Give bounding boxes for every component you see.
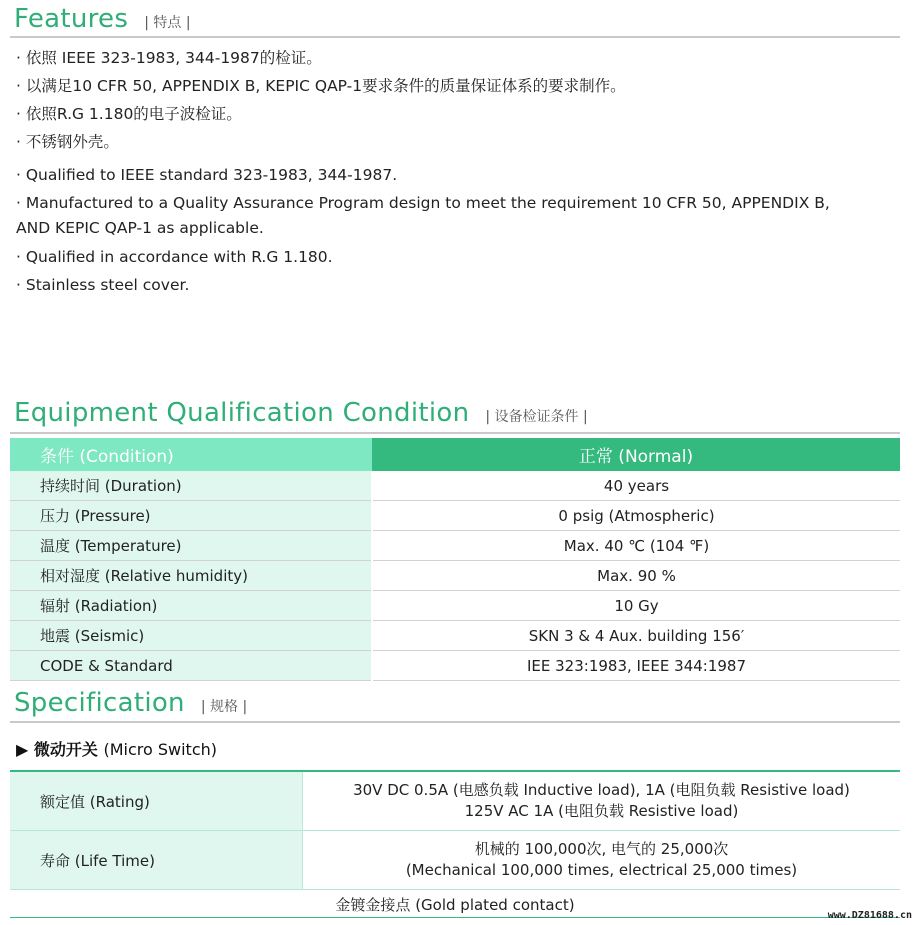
condition-label: 辐射 (Radiation) — [10, 591, 372, 621]
equipment-divider — [10, 432, 900, 434]
table-row — [10, 831, 900, 890]
table-row — [10, 651, 900, 681]
condition-label: CODE & Standard — [10, 651, 372, 681]
table-row — [10, 591, 900, 621]
specification-subtitle: | 规格 | — [200, 699, 248, 715]
table-row — [10, 471, 900, 501]
micro-switch-heading — [16, 737, 217, 760]
spec-value-line: 30V DC 0.5A (电感负载 Inductive load), 1A (电阻负载 Resistive load) — [353, 781, 850, 799]
micro-switch-heading-en: (Micro Switch) — [103, 740, 217, 759]
specification-title: Specification — [14, 688, 185, 718]
condition-value: 40 years — [372, 471, 900, 501]
list-item: · Stainless steel cover. — [16, 276, 190, 294]
condition-label: 持续时间 (Duration) — [10, 471, 372, 501]
table-header-row — [10, 438, 900, 471]
list-item: · 依照R.G 1.180的电子波检证。 — [16, 105, 242, 123]
header-condition: 条件 (Condition) — [10, 438, 372, 471]
spec-value — [303, 771, 901, 831]
watermark: www.DZ81688.cn — [827, 910, 912, 921]
spec-value-line: 机械的 100,000次, 电气的 25,000次 — [474, 840, 729, 858]
features-divider — [10, 36, 900, 38]
table-row — [10, 771, 900, 831]
condition-label: 地震 (Seismic) — [10, 621, 372, 651]
list-item: · Qualified in accordance with R.G 1.180. — [16, 248, 333, 266]
features-title: Features — [14, 4, 129, 34]
list-item: · Manufactured to a Quality Assurance Program design to meet the requirement 10 CFR 50, APPENDIX B, AND KEPIC QAP-1 as applicable. — [16, 194, 830, 237]
condition-label: 相对湿度 (Relative humidity) — [10, 561, 372, 591]
condition-value: 10 Gy — [372, 591, 900, 621]
condition-value: 0 psig (Atmospheric) — [372, 501, 900, 531]
spec-value-line: 125V AC 1A (电阻负载 Resistive load) — [464, 802, 739, 820]
equipment-title: Equipment Qualification Condition — [14, 398, 470, 428]
condition-label: 温度 (Temperature) — [10, 531, 372, 561]
features-list-en — [16, 161, 846, 299]
features-heading — [14, 4, 191, 34]
condition-value: IEE 323:1983, IEEE 344:1987 — [372, 651, 900, 681]
list-item: · 依照 IEEE 323-1983, 344-1987的检证。 — [16, 49, 322, 67]
equipment-heading — [14, 398, 588, 428]
condition-label: 压力 (Pressure) — [10, 501, 372, 531]
table-row — [10, 561, 900, 591]
condition-value: Max. 90 % — [372, 561, 900, 591]
specification-table — [10, 770, 900, 890]
condition-value: Max. 40 ℃ (104 ℉) — [372, 531, 900, 561]
spec-label: 额定值 (Rating) — [10, 771, 303, 831]
condition-value: SKN 3 & 4 Aux. building 156′ — [372, 621, 900, 651]
list-item: · Qualified to IEEE standard 323-1983, 344-1987. — [16, 166, 398, 184]
table-row — [10, 531, 900, 561]
micro-switch-heading-cn: ▶ 微动开关 — [16, 740, 98, 759]
specification-divider — [10, 721, 900, 723]
features-subtitle: | 特点 | — [144, 15, 191, 31]
features-list-cn — [16, 44, 626, 156]
spec-value-line: (Mechanical 100,000 times, electrical 25,000 times) — [405, 861, 798, 879]
list-item: · 不锈钢外壳。 — [16, 133, 119, 151]
equipment-subtitle: | 设备检证条件 | — [485, 409, 588, 425]
condition-table — [10, 438, 900, 681]
table-row — [10, 621, 900, 651]
spec-label: 寿命 (Life Time) — [10, 831, 303, 890]
contact-note: 金镀金接点 (Gold plated contact) — [335, 896, 575, 914]
specification-heading — [14, 688, 247, 718]
spec-value — [303, 831, 901, 890]
table-row — [10, 501, 900, 531]
list-item: · 以满足10 CFR 50, APPENDIX B, KEPIC QAP-1要求条件的质量保证体系的要求制作。 — [16, 77, 626, 95]
bottom-divider — [10, 917, 900, 918]
header-normal: 正常 (Normal) — [372, 438, 900, 471]
